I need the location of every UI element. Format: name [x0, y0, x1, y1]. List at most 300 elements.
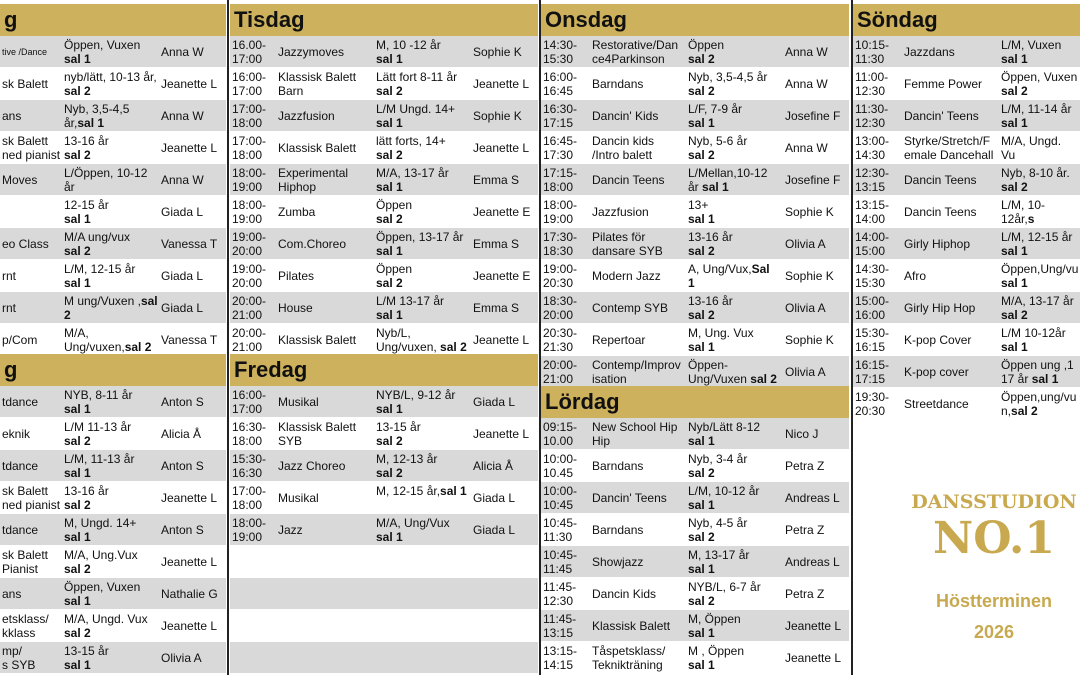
level-text: Lätt fort 8-11 år: [376, 70, 458, 84]
class-name: K-pop Cover: [904, 333, 972, 347]
day-header-son: Söndag: [853, 4, 1080, 36]
class-level: [1001, 326, 1078, 354]
class-row: [853, 68, 1080, 100]
level-text: NYB, 8-11 år: [64, 388, 133, 402]
class-name: House: [278, 301, 313, 315]
class-row: [541, 132, 849, 164]
class-row: [853, 388, 1080, 420]
level-text: 13-15 år: [64, 644, 109, 658]
level-text: M, 13-17 år: [688, 548, 750, 562]
class-level: [688, 580, 783, 608]
level-text: Nyb, 5-6 år: [688, 134, 748, 148]
empty-row: [853, 420, 1080, 450]
class-teacher: Josefine F: [785, 109, 841, 123]
room-label: sal 1: [376, 530, 403, 544]
class-time: 17:00- 18:00: [232, 102, 267, 130]
level-text: 13-16 år: [64, 134, 109, 148]
class-name: sk Balett ned pianist: [2, 134, 61, 162]
class-name: tdance: [2, 459, 39, 473]
class-time: 17:00- 18:00: [232, 484, 267, 512]
level-text: L/M 10-12år: [1001, 326, 1066, 340]
class-level: [376, 198, 471, 226]
class-level: [64, 102, 159, 130]
class-time: 14:30- 15:30: [543, 38, 578, 66]
class-time: 18:00- 19:00: [232, 166, 267, 194]
class-name: Streetdance: [904, 397, 969, 411]
day-header-tis: Tisdag: [230, 4, 538, 36]
room-label: sal 2: [64, 434, 91, 448]
level-text: 13-16 år: [688, 294, 733, 308]
room-label: sal 2: [376, 434, 403, 448]
class-time: 11:00- 12:30: [855, 70, 889, 98]
level-text: 13-15 år: [376, 420, 421, 434]
level-text: Öppen, Vuxen: [1001, 70, 1078, 84]
room-label: sal 1: [376, 402, 403, 416]
class-name: Barndans: [592, 523, 644, 537]
level-text: Öppen: [688, 38, 725, 52]
class-time: 10:45- 11:30: [543, 516, 578, 544]
class-name: Com.Choreo: [278, 237, 347, 251]
class-level: [688, 516, 783, 544]
class-name: Pilates för dansare SYB: [592, 230, 663, 258]
class-time: 13:15- 14:00: [855, 198, 890, 226]
level-text: NYB/L, 9-12 år: [376, 388, 456, 402]
class-time: 09:15- 10.00: [543, 420, 578, 448]
room-label: sal 2: [688, 466, 715, 480]
level-text: lätt forts, 14+: [376, 134, 446, 148]
class-row: [541, 418, 849, 450]
class-row: [853, 100, 1080, 132]
class-level: [64, 612, 159, 640]
class-name: Dancin Teens: [592, 173, 665, 187]
room-label: sal 2: [750, 372, 777, 386]
class-teacher: Jeanette L: [785, 651, 842, 665]
class-row: [541, 578, 849, 610]
class-name: Barndans: [592, 77, 644, 91]
class-name: p/Com: [2, 333, 38, 347]
level-text: Öppen: [376, 262, 413, 276]
class-row: [230, 292, 538, 324]
class-teacher: Olivia A: [785, 365, 826, 379]
class-teacher: Petra Z: [785, 523, 825, 537]
room-label: sal 1: [688, 434, 715, 448]
class-row: [853, 324, 1080, 356]
class-name: Experimental Hiphop: [278, 166, 349, 194]
class-level: [64, 516, 159, 544]
class-name: Tåspetsklass/ Teknikträning: [592, 644, 666, 672]
class-level: [64, 230, 159, 258]
class-row: [0, 450, 226, 482]
class-level: [64, 548, 159, 576]
level-text: M/A, Ungd. Vu: [1001, 134, 1062, 162]
class-teacher: Alicia Å: [161, 427, 202, 441]
class-row: [230, 164, 538, 196]
level-text: 13+: [688, 198, 709, 212]
level-text: Öppen ung ,1 17 år: [1001, 358, 1074, 386]
level-text: Nyb, 3-4 år: [688, 452, 748, 466]
level-text: Öppen,Ung/vu: [1001, 262, 1078, 276]
class-teacher: Giada L: [473, 395, 516, 409]
class-teacher: Andreas L: [785, 555, 840, 569]
class-teacher: Giada L: [473, 491, 516, 505]
level-text: M/A, Ungd. Vux: [64, 612, 148, 626]
class-row: [0, 164, 226, 196]
class-time: 16:00- 17:00: [232, 70, 267, 98]
class-name: Jazzfusion: [278, 109, 335, 123]
class-row: [0, 482, 226, 514]
class-row: [541, 514, 849, 546]
level-text: M/A ung/vux: [64, 230, 131, 244]
class-level: [376, 294, 471, 322]
room-label: sal 1: [688, 340, 715, 354]
class-teacher: Jeanette L: [473, 77, 530, 91]
class-teacher: Giada L: [161, 301, 204, 315]
class-teacher: Olivia A: [785, 237, 826, 251]
class-row: [541, 36, 849, 68]
class-row: [0, 68, 226, 100]
level-text: 12-15 år: [64, 198, 109, 212]
class-name: mp/ s SYB: [2, 644, 36, 672]
room-label: sal 2: [64, 148, 91, 162]
class-level: [688, 230, 783, 258]
level-text: Öppen, Vuxen: [64, 38, 141, 52]
class-row: [853, 36, 1080, 68]
level-text: M/A, Ung.Vux: [64, 548, 138, 562]
day-header-fre: Fredag: [230, 354, 538, 386]
level-text: L/M Ungd. 14+: [376, 102, 456, 116]
class-name: Jazzfusion: [592, 205, 649, 219]
empty-row: [230, 610, 538, 642]
class-level: [1001, 70, 1078, 98]
class-teacher: Emma S: [473, 301, 520, 315]
class-row: [541, 546, 849, 578]
logo-studio-name: DANSSTUDION: [911, 491, 1077, 513]
level-text: L/F, 7-9 år: [688, 102, 743, 116]
level-text: Öppen, 13-17 år: [376, 230, 464, 244]
level-text: L/M, Vuxen: [1001, 38, 1062, 52]
class-teacher: Sophie K: [785, 333, 834, 347]
class-time: 16:45- 17:30: [543, 134, 578, 162]
class-teacher: Sophie K: [785, 269, 834, 283]
class-name: Klassisk Balett Barn: [278, 70, 357, 98]
class-row: [0, 196, 226, 228]
level-text: L/M, 12-15 år: [64, 262, 136, 276]
class-row: [853, 164, 1080, 196]
class-row: [230, 36, 538, 68]
class-teacher: Anton S: [161, 395, 204, 409]
room-label: sal 1: [688, 626, 715, 640]
class-name: ans: [2, 109, 22, 123]
room-label: sal 2: [376, 466, 403, 480]
class-level: [64, 388, 159, 416]
class-teacher: Petra Z: [785, 459, 825, 473]
class-teacher: Vanessa T: [161, 333, 218, 347]
class-row: [0, 260, 226, 292]
room-label: sal 2: [376, 148, 403, 162]
class-time: 20:30- 21:30: [543, 326, 578, 354]
class-row: [541, 100, 849, 132]
class-teacher: Anna W: [785, 141, 828, 155]
room-label: sal 2: [1001, 180, 1028, 194]
class-level: [1001, 294, 1078, 322]
class-row: [230, 324, 538, 356]
class-level: [64, 326, 159, 354]
class-teacher: Anna W: [161, 109, 204, 123]
class-time: 20:00- 21:00: [232, 326, 267, 354]
class-teacher: Sophie K: [473, 109, 522, 123]
class-teacher: Giada L: [161, 269, 204, 283]
class-row: [230, 228, 538, 260]
class-row: [541, 196, 849, 228]
class-name: Contemp SYB: [592, 301, 669, 315]
class-row: [853, 196, 1080, 228]
class-level: [64, 580, 159, 608]
class-row: [541, 450, 849, 482]
class-name: Afro: [904, 269, 927, 283]
class-level: [688, 134, 783, 162]
room-label: sal 2: [688, 530, 715, 544]
class-name: Klassisk Balett: [592, 619, 671, 633]
class-name: K-pop cover: [904, 365, 969, 379]
room-label: sal 2: [376, 212, 403, 226]
class-level: [1001, 358, 1078, 386]
level-text: Nyb, 4-5 år: [688, 516, 748, 530]
class-name: Girly Hiphop: [904, 237, 971, 251]
class-time: 16:30- 18:00: [232, 420, 267, 448]
level-text: L/Mellan,10-12 år: [688, 166, 768, 194]
room-label: sal 1: [376, 180, 403, 194]
room-label: sal 2: [688, 52, 715, 66]
room-label: sal 1: [1001, 340, 1028, 354]
class-name: sk Balett Pianist: [2, 548, 49, 576]
class-teacher: Anton S: [161, 459, 204, 473]
class-row: [230, 514, 538, 546]
level-text: M, Ung. Vux: [688, 326, 754, 340]
class-level: [64, 294, 159, 322]
class-time: 10:15- 11:30: [855, 38, 890, 66]
class-row: [853, 260, 1080, 292]
level-text: L/Öppen, 10-12 år: [64, 166, 148, 194]
class-name: Musikal: [278, 395, 319, 409]
level-text: M/A, Ung/Vux: [376, 516, 450, 530]
room-label: s: [1027, 212, 1035, 226]
class-level: [688, 198, 783, 226]
class-level: [688, 358, 783, 386]
class-name: Barndans: [592, 459, 644, 473]
class-name: eknik: [2, 427, 31, 441]
class-teacher: Anna W: [161, 45, 204, 59]
room-label: sal 1: [64, 402, 91, 416]
room-label: sal 2: [1001, 84, 1028, 98]
class-level: [688, 326, 783, 354]
term-label: Höstterminen: [935, 591, 1052, 611]
level-text: L/M, 10-12 år: [688, 484, 760, 498]
class-level: [64, 166, 159, 196]
level-text: A, Ung/Vux,: [688, 262, 752, 276]
class-level: [688, 484, 783, 512]
room-label: sal 1: [64, 52, 91, 66]
class-name: Klassisk Balett: [278, 333, 357, 347]
class-name: Modern Jazz: [592, 269, 661, 283]
class-name: Dancin' Teens: [592, 491, 667, 505]
level-text: 13-16 år: [688, 230, 733, 244]
class-row: [541, 324, 849, 356]
level-text: M, 12-15 år,: [376, 484, 441, 498]
class-row: [541, 642, 849, 674]
class-level: [376, 38, 471, 66]
level-text: Öppen,ung/vu n,: [1001, 390, 1077, 418]
room-label: sal 1: [64, 594, 91, 608]
level-text: M/A, Ung/vuxen,: [64, 326, 125, 354]
level-text: NYB/L, 6-7 år: [688, 580, 761, 594]
room-label: sal 2: [688, 594, 715, 608]
class-row: [0, 514, 226, 546]
class-time: 18:00- 19:00: [543, 198, 578, 226]
class-level: [376, 420, 471, 448]
class-row: [541, 68, 849, 100]
class-level: [64, 644, 159, 672]
level-text: 13-16 år: [64, 484, 109, 498]
class-name: Jazzymoves: [278, 45, 345, 59]
level-text: Öppen- Ung/Vuxen: [688, 358, 747, 386]
class-row: [0, 418, 226, 450]
level-text: L/M, 11-13 år: [64, 452, 135, 466]
class-time: 18:30- 20:00: [543, 294, 578, 322]
class-time: 19:00- 20:00: [232, 230, 267, 258]
class-level: [64, 134, 159, 162]
class-row: [0, 132, 226, 164]
class-level: [1001, 390, 1078, 418]
class-teacher: Jeanette E: [473, 205, 531, 219]
room-label: sal 1: [376, 308, 403, 322]
room-label: sal 2: [440, 340, 467, 354]
room-label: sal 1: [1001, 116, 1028, 130]
class-name: Jazz: [278, 523, 303, 537]
class-level: [376, 516, 471, 544]
class-teacher: Sophie K: [473, 45, 522, 59]
room-label: sal 1: [688, 498, 715, 512]
class-teacher: Jeanette L: [473, 333, 530, 347]
class-teacher: Emma S: [473, 173, 520, 187]
class-teacher: Alicia Å: [473, 459, 514, 473]
class-row: [541, 482, 849, 514]
class-name: Jazzdans: [904, 45, 955, 59]
class-name: Dancin' Kids: [592, 109, 659, 123]
class-teacher: Olivia A: [785, 301, 826, 315]
level-text: Nyb/L, Ung/vuxen,: [376, 326, 437, 354]
class-teacher: Nathalie G: [161, 587, 218, 601]
class-row: [230, 68, 538, 100]
class-level: [688, 452, 783, 480]
room-label: sal 1: [688, 212, 715, 226]
class-row: [230, 196, 538, 228]
class-time: 16:00- 17:00: [232, 388, 267, 416]
column-divider: [227, 0, 229, 675]
room-label: sal 1: [64, 658, 91, 672]
class-time: 14:00- 15:00: [855, 230, 890, 258]
class-time: 19:00- 20:30: [543, 262, 578, 290]
class-name: Repertoar: [592, 333, 646, 347]
class-row: [0, 386, 226, 418]
room-label: sal 2: [124, 340, 152, 354]
class-row: [230, 386, 538, 418]
class-time: 16:15- 17:15: [855, 358, 890, 386]
class-teacher: Jeanette L: [785, 619, 842, 633]
room-label: sal 2: [1001, 308, 1028, 322]
class-name: tdance: [2, 523, 39, 537]
class-row: [853, 132, 1080, 164]
class-level: [688, 548, 783, 576]
room-label: sal 1: [64, 530, 91, 544]
class-teacher: Jeanette L: [473, 427, 530, 441]
class-name: Dancin Teens: [904, 173, 977, 187]
room-label: sal 1: [1001, 276, 1028, 290]
room-label: sal 2: [1011, 404, 1038, 418]
class-row: [853, 292, 1080, 324]
level-text: L/M 13-17 år: [376, 294, 445, 308]
room-label: sal 2: [64, 562, 91, 576]
class-name: rnt: [2, 269, 17, 283]
room-label: sal 2: [688, 308, 715, 322]
class-level: [376, 230, 471, 258]
class-row: [0, 642, 226, 674]
room-label: sal 1: [702, 180, 729, 194]
room-label: sal 1: [64, 276, 91, 290]
class-name: Pilates: [278, 269, 315, 283]
class-time: 20:00- 21:00: [543, 358, 578, 386]
class-name: Showjazz: [592, 555, 644, 569]
class-teacher: Jeanette L: [161, 555, 218, 569]
room-label: sal 1: [77, 116, 105, 130]
class-teacher: Olivia A: [161, 651, 202, 665]
class-level: [688, 262, 783, 290]
class-level: [1001, 38, 1078, 66]
class-row: [230, 450, 538, 482]
empty-row: [230, 642, 538, 674]
class-level: [376, 388, 471, 416]
class-name: Klassisk Balett: [278, 141, 357, 155]
class-time: 11:30- 12:30: [855, 102, 889, 130]
class-level: [1001, 166, 1078, 194]
class-teacher: Jeanette L: [161, 619, 218, 633]
class-row: [230, 100, 538, 132]
class-level: [1001, 230, 1078, 258]
room-label: sal 2: [376, 84, 403, 98]
class-level: [64, 484, 159, 512]
room-label: sal 2: [688, 84, 715, 98]
class-level: [688, 166, 783, 194]
level-text: M, 10 -12 år: [376, 38, 441, 52]
level-text: M, 12-13 år: [376, 452, 438, 466]
class-row: [541, 292, 849, 324]
class-row: [0, 100, 226, 132]
class-name: sk Balett ned pianist: [2, 484, 61, 512]
class-row: [0, 324, 226, 356]
day-header-ons: Onsdag: [541, 4, 849, 36]
class-row: [230, 418, 538, 450]
class-level: [64, 70, 159, 98]
class-row: [230, 260, 538, 292]
class-teacher: Anna W: [785, 45, 828, 59]
class-teacher: Anton S: [161, 523, 204, 537]
class-name: Restorative/Dan ce4Parkinson: [592, 38, 679, 66]
class-name: Contemp/Improv isation: [592, 358, 681, 386]
class-name: rnt: [2, 301, 17, 315]
room-label: sal 2: [688, 148, 715, 162]
class-teacher: Jeanette L: [161, 77, 218, 91]
room-label: sal 1: [1001, 244, 1028, 258]
level-text: M/A, 13-17 år: [1001, 294, 1074, 308]
